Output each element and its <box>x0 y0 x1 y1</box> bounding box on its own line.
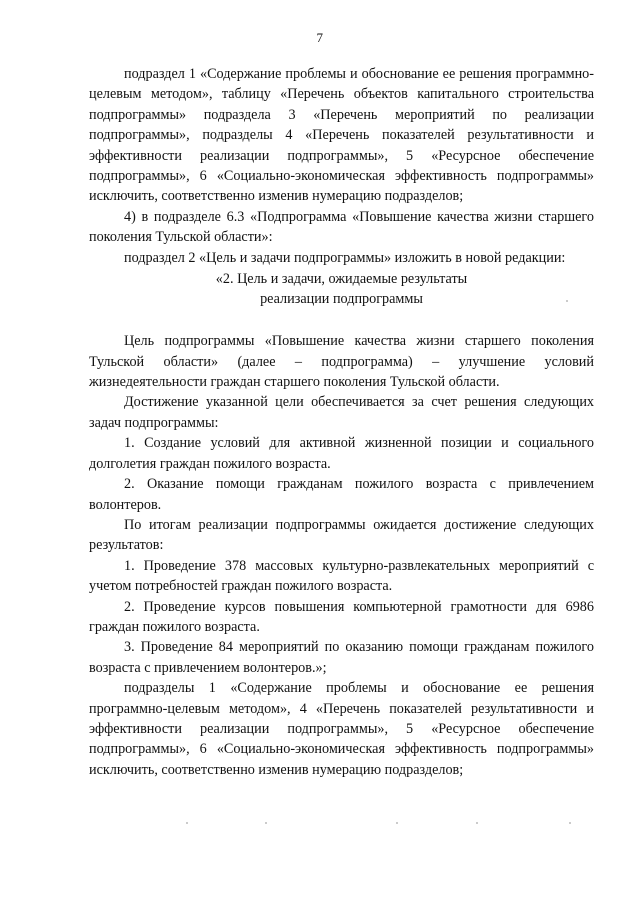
section-heading-line-1: «2. Цель и задачи, ожидаемые результаты <box>215 271 468 288</box>
document-body <box>89 64 594 780</box>
paragraph-task-1: 1. Создание условий для активной жизненной позиции и социального долголетия граждан пожилого возраста. <box>89 435 594 472</box>
paragraph-excluded-subsections: подраздел 1 «Содержание проблемы и обоснование ее решения программно-целевым методом», таблицу «Перечень объектов капитального строительства подпрограммы» подраздела 3 «Перечень мероприятий по реализации подпрограммы», подразделы 4 «Перечень показателей результативности и эффективности реализации подпрограммы», 5 «Ресурсное обеспечение подпрограммы», 6 «Социально-экономическая эффективность подпрограммы» исключить, соответственно изменив нумерацию подразделов; <box>89 66 594 205</box>
scan-speck <box>566 300 568 302</box>
section-heading-line-2: реализации подпрограммы <box>260 290 423 307</box>
paragraph-item-4: 4) в подразделе 6.3 «Подпрограмма «Повышение качества жизни старшего поколения Тульской области»: <box>89 208 594 246</box>
paragraph-results-intro: По итогам реализации подпрограммы ожидается достижение следующих результатов: <box>89 516 594 554</box>
heading-spacer <box>89 309 594 331</box>
paragraph-result-2: 2. Проведение курсов повышения компьютерной грамотности для 6986 граждан пожилого возраста. <box>89 598 594 635</box>
paragraph-tasks-intro: Достижение указанной цели обеспечивается за счет решения следующих задач подпрограммы: <box>89 394 594 431</box>
paragraph-goal: Цель подпрограммы «Повышение качества жизни старшего поколения Тульской области» (далее – подпрограмма) – улучшение условий жизнедеятельности граждан старшего поколения Тульской области. <box>89 333 594 391</box>
scan-speck <box>265 822 267 824</box>
scan-speck <box>569 822 571 824</box>
paragraph-task-2: 2. Оказание помощи гражданам пожилого возраста с привлечением волонтеров. <box>89 476 594 513</box>
paragraph-excluded-subsections-2: подразделы 1 «Содержание проблемы и обоснование ее решения программно-целевым методом», 4 «Перечень показателей результативности и эффективности реализации подпрограммы», 5 «Ресурсное обеспечение подпрограммы», 6 «Социально-экономическая эффективность подпрограммы» исключить, соответственно изменив нумерацию подразделов; <box>89 680 594 778</box>
scan-speck <box>476 822 478 824</box>
section-heading <box>89 270 594 309</box>
scan-speck <box>186 822 188 824</box>
scan-speck <box>396 822 398 824</box>
paragraph-result-3: 3. Проведение 84 мероприятий по оказанию помощи гражданам пожилого возраста с привлечением волонтеров.»; <box>89 639 594 676</box>
paragraph-result-1: 1. Проведение 378 массовых культурно-развлекательных мероприятий с учетом потребностей граждан пожилого возраста. <box>89 557 594 595</box>
page-number: 7 <box>316 30 324 45</box>
paragraph-new-edition: подраздел 2 «Цель и задачи подпрограммы» изложить в новой редакции: <box>124 249 566 266</box>
